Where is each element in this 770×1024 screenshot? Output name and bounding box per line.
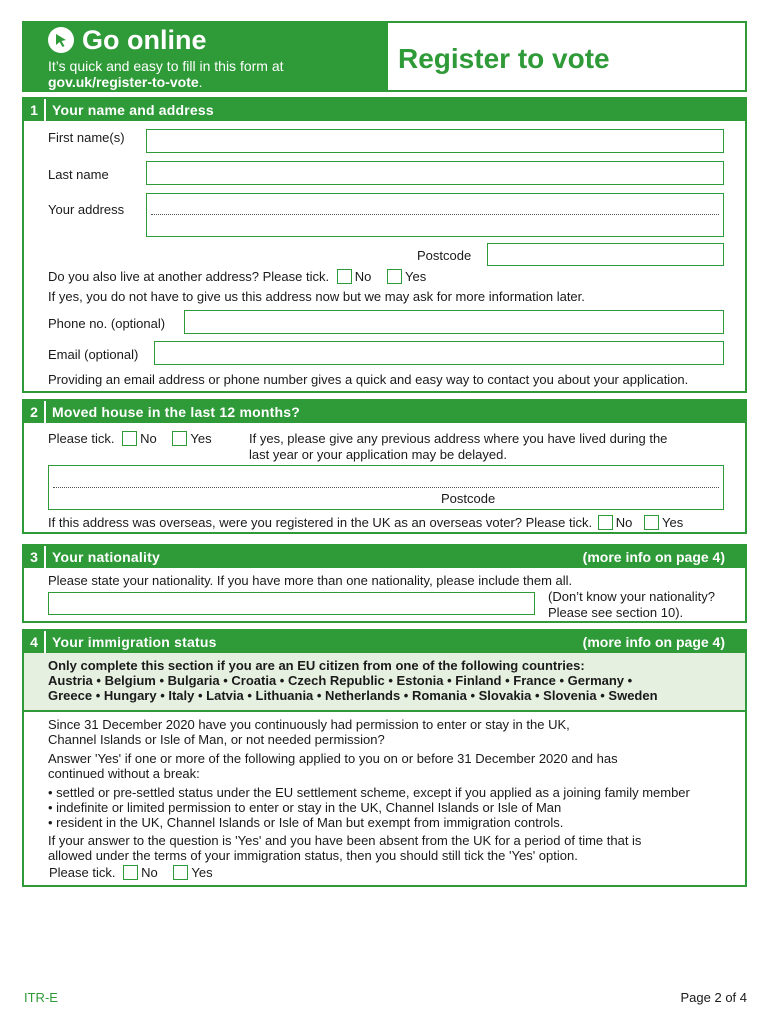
other-address-question: Do you also live at another address? Please tick. No Yes: [48, 269, 427, 284]
moved-yes-checkbox[interactable]: [172, 431, 187, 446]
address-divider: [53, 487, 719, 488]
postcode-field[interactable]: [487, 243, 724, 266]
section-moved-house: [22, 399, 747, 534]
section-header: [24, 99, 745, 121]
other-address-note: If yes, you do not have to give us this address now but we may ask for more information later.: [48, 289, 585, 304]
last-name-field[interactable]: [146, 161, 724, 185]
immigration-answer-note: Answer 'Yes' if one or more of the following applied to you on or before 31 December 2020 and has continued without a break:: [48, 751, 618, 781]
page-number: Page 2 of 4: [680, 990, 747, 1005]
form-code: ITR-E: [24, 990, 58, 1005]
other-address-yes-checkbox[interactable]: [387, 269, 402, 284]
first-names-label: First name(s): [48, 130, 125, 145]
banner-line: It’s quick and easy to fill in this form at: [48, 58, 284, 74]
go-online-text: Go online: [82, 24, 207, 55]
section-title: Your immigration status: [52, 634, 217, 650]
section-name-address: [22, 97, 747, 393]
last-name-label: Last name: [48, 167, 109, 182]
section-title: Your nationality: [52, 549, 160, 565]
nationality-help: (Don’t know your nationality? Please see section 10).: [548, 589, 715, 620]
immigration-no-checkbox[interactable]: [123, 865, 138, 880]
phone-label: Phone no. (optional): [48, 316, 166, 331]
previous-address-field[interactable]: [48, 465, 724, 510]
section-number: 3: [24, 546, 46, 568]
section-immigration-status: [22, 629, 747, 887]
go-online-panel: Go online It’s quick and easy to fill in this form at gov.uk/register-to-vote.: [22, 21, 386, 92]
nationality-instruction: Please state your nationality. If you have more than one nationality, please include them all.: [48, 573, 573, 588]
overseas-question: If this address was overseas, were you registered in the UK as an overseas voter? Please tick. No Yes: [48, 515, 684, 530]
section-header: [24, 631, 745, 653]
moved-no-checkbox[interactable]: [122, 431, 137, 446]
postcode-label: Postcode: [417, 248, 472, 263]
moved-note: If yes, please give any previous address where you have lived during the last year or your application may be delayed.: [249, 431, 668, 462]
go-online-heading: [48, 25, 386, 55]
section-title: Your name and address: [52, 102, 214, 118]
phone-field[interactable]: [184, 310, 724, 334]
cursor-arrow-icon: [48, 27, 74, 53]
address-field[interactable]: [146, 193, 724, 237]
banner: [22, 21, 747, 92]
list-item: • indefinite or limited permission to enter or stay in the UK, Channel Islands or Isle of Man: [48, 800, 562, 815]
section-title: Moved house in the last 12 months?: [52, 404, 300, 420]
title-panel: [386, 21, 747, 92]
section-header: [24, 546, 745, 568]
nationality-field[interactable]: [48, 592, 535, 615]
overseas-no-checkbox[interactable]: [598, 515, 613, 530]
moved-question: Please tick. No Yes: [48, 431, 212, 446]
eu-countries-panel: Only complete this section if you are an EU citizen from one of the following countries: Austria • Belgium • Bulgaria • Croatia • Czech Republic • Estonia • Finland • France • Germany • Greece • Hungary • Italy • Latvia • Lithuania • Netherlands • Romania • Slovakia • Slovenia • Sweden: [24, 653, 745, 712]
section-number: 4: [24, 631, 46, 653]
other-address-no-checkbox[interactable]: [337, 269, 352, 284]
register-url-link[interactable]: gov.uk/register-to-vote: [48, 74, 199, 90]
page-title: Register to vote: [398, 43, 610, 74]
address-divider: [151, 214, 719, 215]
list-item: • resident in the UK, Channel Islands or Isle of Man but exempt from immigration controls.: [48, 815, 564, 830]
immigration-bullets: [48, 785, 690, 830]
absence-note: If your answer to the question is 'Yes' and you have been absent from the UK for a period of time that is allowed under the terms of your immigration status, then you should still tick the 'Yes' option.: [48, 833, 642, 863]
section-number: 1: [24, 99, 46, 121]
first-names-field[interactable]: [146, 129, 724, 153]
email-label: Email (optional): [48, 347, 139, 362]
more-info-link[interactable]: (more info on page 4): [582, 549, 725, 565]
email-field[interactable]: [154, 341, 724, 365]
section-number: 2: [24, 401, 46, 423]
list-item: • settled or pre-settled status under the EU settlement scheme, except if you applied as a joining family member: [48, 785, 690, 800]
contact-note: Providing an email address or phone number gives a quick and easy way to contact you about your application.: [48, 372, 689, 387]
immigration-question: Since 31 December 2020 have you continuously had permission to enter or stay in the UK, Channel Islands or Isle of Man, or not needed permission?: [48, 717, 570, 747]
more-info-link[interactable]: (more info on page 4): [582, 634, 725, 650]
immigration-yes-checkbox[interactable]: [173, 865, 188, 880]
section-header: [24, 401, 745, 423]
previous-postcode-label: Postcode: [441, 491, 496, 506]
immigration-tick: Please tick. No Yes: [49, 865, 213, 880]
overseas-yes-checkbox[interactable]: [644, 515, 659, 530]
section-nationality: [22, 544, 747, 623]
address-label: Your address: [48, 202, 125, 217]
